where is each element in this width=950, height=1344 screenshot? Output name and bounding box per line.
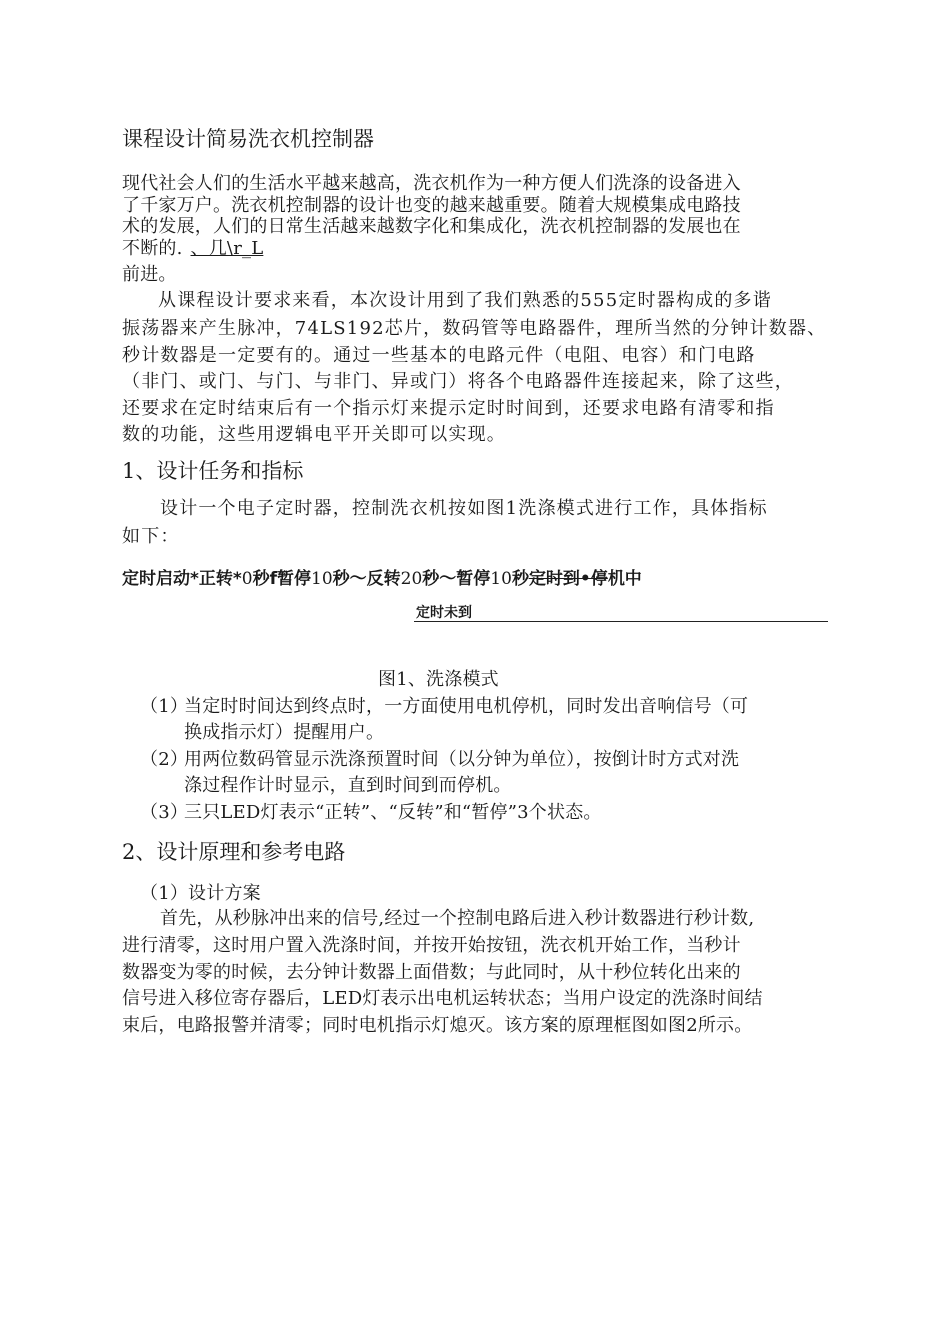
section-1-heading: 1、设计任务和指标 <box>122 459 304 483</box>
para2-line-5: 还要求在定时结束后有一个指示灯来提示定时时间到，还要求电路有清零和指 <box>122 398 775 419</box>
item-2-line-2: 涤过程作计时显示，直到时间到而停机。 <box>184 775 512 796</box>
section-2-subheading: （1）设计方案 <box>140 883 261 904</box>
intro-line-2: 了千家万户。洗衣机控制器的设计也变的越来越重要。随着大规模集成电路技 <box>122 195 741 216</box>
intro-line-5: 前进。 <box>122 264 177 285</box>
flow-loop-line <box>414 621 828 622</box>
flow-num-2: 10 <box>311 569 333 589</box>
flow-num-4: 10 <box>490 569 512 589</box>
flow-num-1: 0 <box>241 569 253 589</box>
intro-line-4-text: 不断的. <box>122 238 183 259</box>
flow-start: 定时启动*正转* <box>122 569 242 589</box>
flow-pause-2: 秒〜暂停 <box>422 569 491 589</box>
flow-reverse: 秒〜反转 <box>332 569 401 589</box>
para2-line-2: 振荡器来产生脉冲，74LS192芯片，数码管等电路器件，理所当然的分钟计数器、 <box>122 318 827 339</box>
intro-line-4 <box>122 234 263 260</box>
figure-1-caption: 图1、洗涤模式 <box>378 669 499 690</box>
para2-line-3: 秒计数器是一定要有的。通过一些基本的电路元件（电阻、电容）和门电路 <box>122 345 756 366</box>
intro-line-3: 术的发展，人们的日常生活越来越数字化和集成化，洗衣机控制器的发展也在 <box>122 216 741 237</box>
item-2-number: （2） <box>140 749 189 770</box>
item-1-number: （1） <box>140 696 189 717</box>
flow-timer-end: 定时到•停 <box>528 569 608 589</box>
item-3-number: （3） <box>140 802 189 823</box>
item-1-line-1: 当定时时间达到终点时，一方面使用电机停机，同时发出音响信号（可 <box>184 696 749 717</box>
item-1-line-2: 换成指示灯）提醒用户。 <box>184 722 385 743</box>
section-2-line-2: 进行清零，这时用户置入洗涤时间，并按开始按钮，洗衣机开始工作，当秒计 <box>122 935 741 956</box>
intro-line-4-artifact: 、几\r_L <box>190 238 264 259</box>
flow-sec: 秒 <box>511 569 529 589</box>
section-2-line-1: 首先，从秒脉冲出来的信号,经过一个控制电路后进入秒计数器进行秒计数, <box>160 908 755 929</box>
section-1-line-1: 设计一个电子定时器，控制洗衣机按如图1洗涤模式进行工作，具体指标 <box>160 498 768 519</box>
item-2-line-1: 用两位数码管显示洗涤预置时间（以分钟为单位），按倒计时方式对洗 <box>184 749 740 770</box>
section-1-line-2: 如下： <box>122 526 180 547</box>
flow-num-3: 20 <box>400 569 423 589</box>
intro-line-1: 现代社会人们的生活水平越来越高，洗衣机作为一种方便人们洗涤的设备进入 <box>122 173 741 194</box>
section-2-heading: 2、设计原理和参考电路 <box>122 840 346 864</box>
flow-pause-1: 秒f暂停 <box>252 569 312 589</box>
para2-line-6: 数的功能，这些用逻辑电平开关即可以实现。 <box>122 424 506 445</box>
item-3-line-1: 三只LED灯表示“正转”、“反转”和“暂停”3个状态。 <box>184 802 602 823</box>
document-title: 课程设计简易洗衣机控制器 <box>122 127 374 151</box>
section-2-line-5: 束后，电路报警并清零；同时电机指示灯熄灭。该方案的原理框图如图2所示。 <box>122 1015 753 1036</box>
para2-line-1: 从课程设计要求来看，本次设计用到了我们熟悉的555定时器构成的多谐 <box>158 290 772 311</box>
flow-stop: 机中 <box>607 569 642 589</box>
section-2-line-4: 信号进入移位寄存器后，LED灯表示出电机运转状态；当用户设定的洗涤时间结 <box>122 988 763 1009</box>
flow-loop-label: 定时未到 <box>416 605 472 621</box>
section-2-line-3: 数器变为零的时候，去分钟计数器上面借数；与此同时，从十秒位转化出来的 <box>122 962 741 983</box>
para2-line-4: （非门、或门、与门、与非门、异或门）将各个电路器件连接起来，除了这些， <box>122 371 794 392</box>
wash-mode-flow <box>122 564 642 589</box>
